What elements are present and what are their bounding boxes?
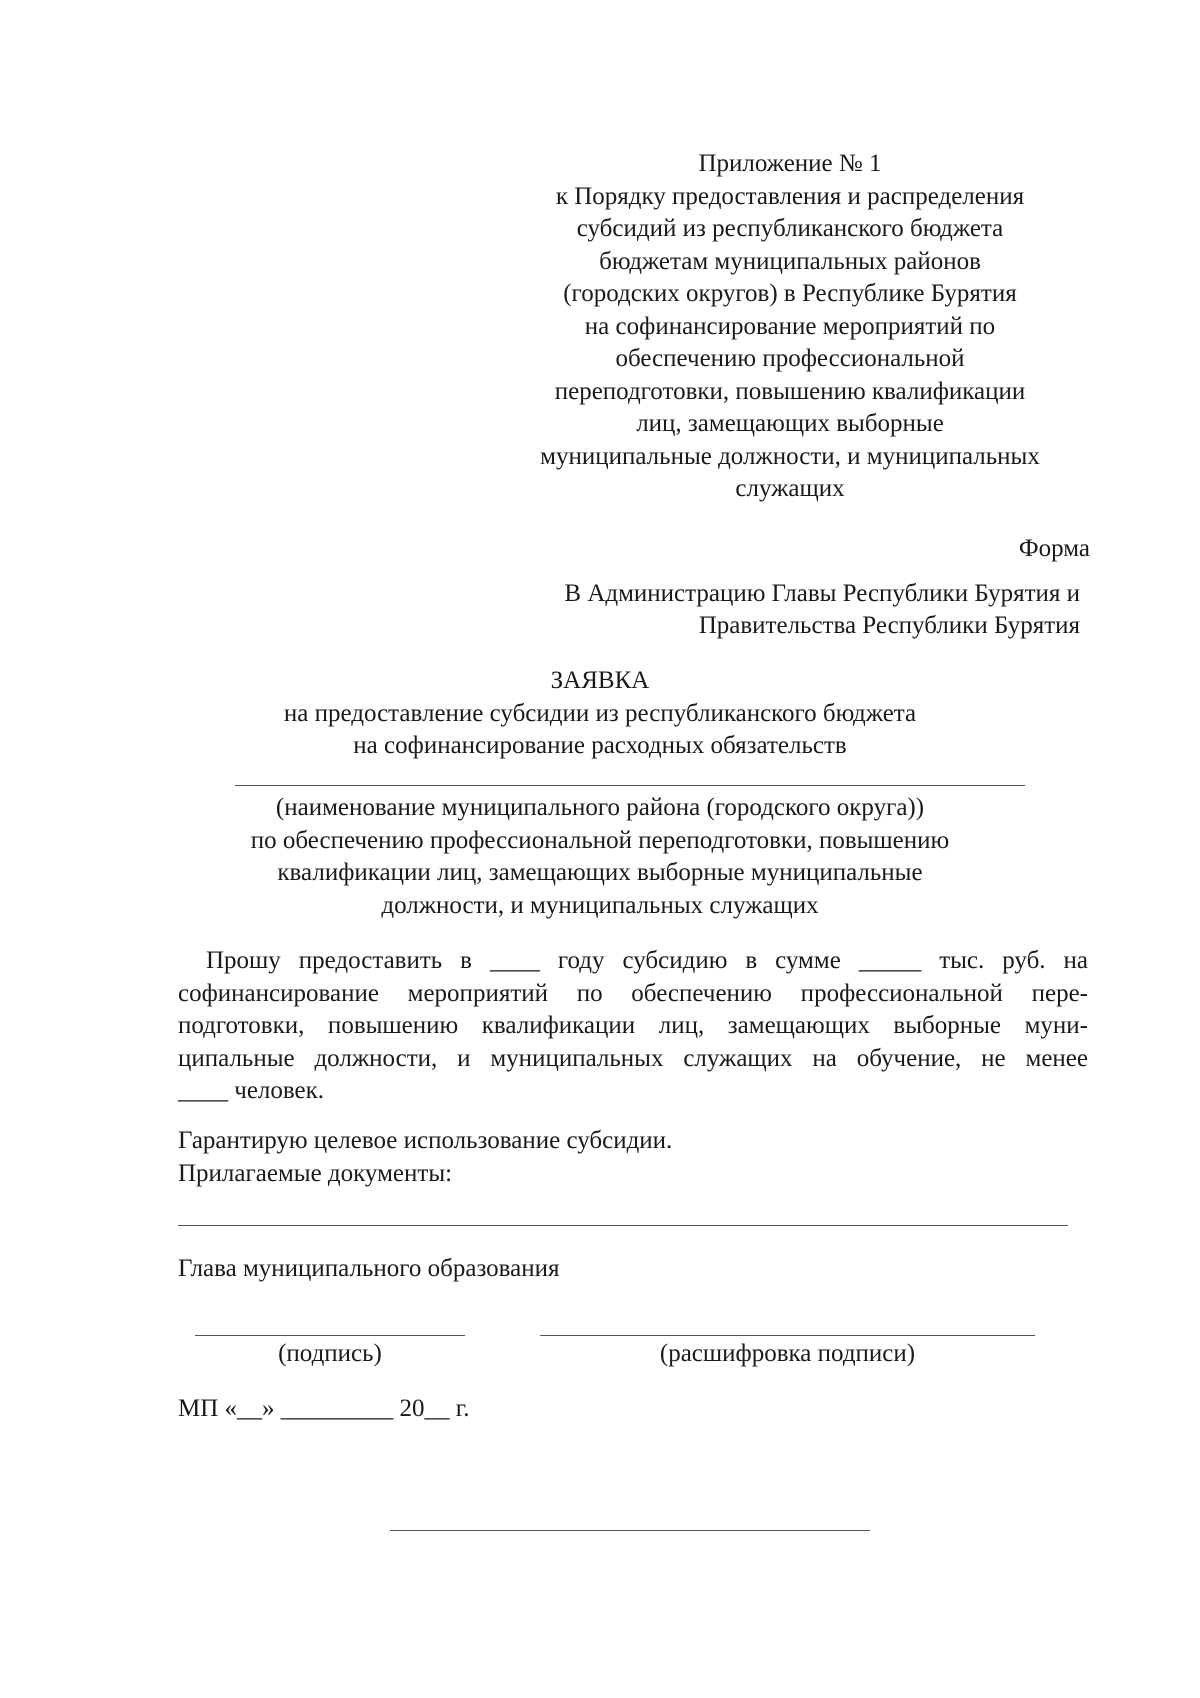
request-line: подготовки, повышению квалификации лиц, замещающих выборные муни- [178, 1012, 1088, 1039]
appendix-header [470, 148, 1110, 506]
form-label: Форма [1018, 535, 1090, 562]
appendix-line: бюджетам муниципальных районов [599, 247, 981, 275]
attachments-blank [178, 1225, 1068, 1226]
addressee-line-2: Правительства Республики Бурятия [698, 612, 1080, 639]
addressee-line-1: В Администрацию Главы Республики Бурятия и [564, 580, 1080, 607]
signature-caption: (подпись) [278, 1340, 382, 1367]
purpose-line-2: квалификации лиц, замещающих выборные муниципальные [277, 859, 923, 886]
appendix-line: на софинансирование мероприятий по [584, 312, 996, 340]
title-line-1: на предоставление субсидии из республиканского бюджета [283, 699, 917, 727]
appendix-line: субсидий из республиканского бюджета [576, 215, 1004, 242]
signature-blank [195, 1335, 465, 1336]
appendix-line: (городских округов) в Республике Бурятия [563, 280, 1017, 307]
request-line: ципальные должности, и муниципальных служащих на обучение, не менее [178, 1044, 1088, 1072]
guarantee-text: Гарантирую целевое использование субсидии. [178, 1127, 673, 1154]
guarantee-block [178, 1125, 672, 1190]
title-line-2: на софинансирование расходных обязательств [353, 732, 847, 759]
municipality-caption: (наименование муниципального района (городского округа)) [275, 794, 925, 821]
purpose-block [180, 792, 1020, 922]
signature-decode-caption: (расшифровка подписи) [659, 1340, 916, 1367]
appendix-line: к Порядку предоставления и распределения [555, 182, 1025, 210]
appendix-line: Приложение № 1 [698, 150, 882, 177]
purpose-line-3: должности, и муниципальных служащих [381, 891, 819, 919]
head-label: Глава муниципального образования [178, 1255, 560, 1282]
appendix-line: переподготовки, повышению квалификации [554, 377, 1026, 405]
signature-decode-blank [540, 1335, 1035, 1336]
request-line-last: ____ человек. [178, 1077, 325, 1104]
purpose-line-1: по обеспечению профессиональной переподготовки, повышению [250, 826, 950, 854]
appendix-line: муниципальные должности, и муниципальных [540, 442, 1040, 470]
closing-separator [390, 1530, 870, 1531]
attachments-label: Прилагаемые документы: [178, 1159, 453, 1187]
appendix-line: обеспечению профессиональной [615, 345, 965, 372]
application-title [180, 665, 1020, 763]
appendix-line: служащих [735, 475, 845, 502]
request-paragraph [178, 945, 1088, 1108]
appendix-line: лиц, замещающих выборные [636, 410, 944, 437]
request-line: софинансирование мероприятий по обеспечению профессиональной пере- [178, 979, 1088, 1007]
date-stamp-line: МП «__» _________ 20__ г. [178, 1395, 470, 1422]
municipality-name-blank [235, 785, 1025, 786]
title-heading: ЗАЯВКА [550, 667, 650, 694]
request-line: Прошу предоставить в ____ году субсидию в сумме _____ тыс. руб. на [206, 947, 1088, 974]
